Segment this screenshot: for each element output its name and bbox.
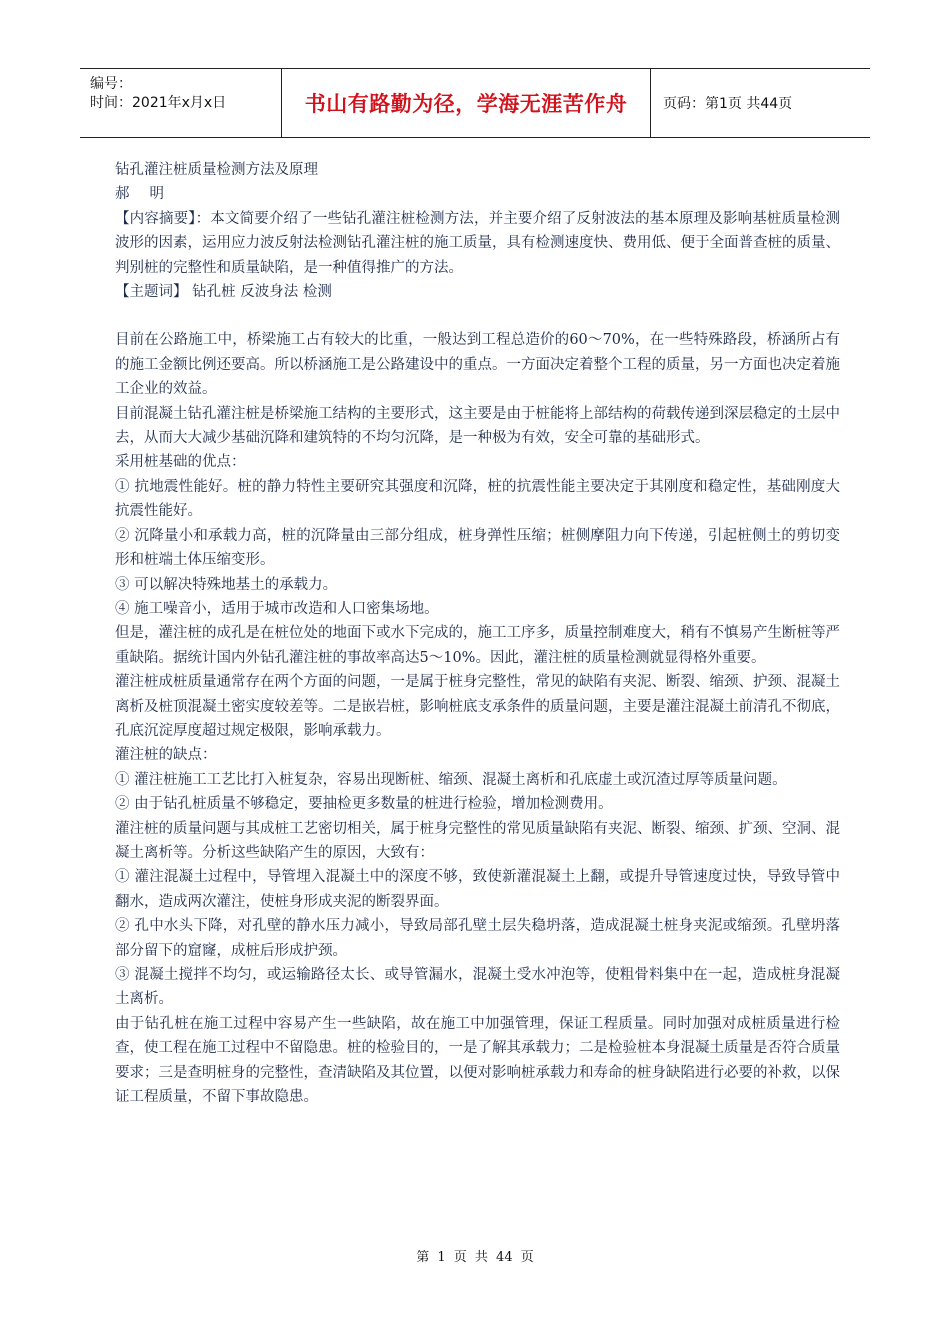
page-footer: 第 1 页 共 44 页 xyxy=(416,1250,534,1265)
paragraph: ① 抗地震性能好。桩的静力特性主要研究其强度和沉降，桩的抗震性能主要决定于其刚度和稳定性，基础刚度大抗震性能好。 xyxy=(115,478,840,520)
paragraph: 灌注桩成桩质量通常存在两个方面的问题，一是属于桩身完整性，常见的缺陷有夹泥、断裂、缩颈、护颈、混凝土离析及桩顶混凝土密实度较差等。二是嵌岩桩，影响桩底支承条件的质量问题，主要是灌注混凝土前清孔不彻底，孔底沉淀厚度超过规定极限，影响承载力。 xyxy=(115,674,840,739)
paragraph: 但是，灌注桩的成孔是在桩位处的地面下或水下完成的，施工工序多，质量控制难度大，稍有不慎易产生断桩等严重缺陷。据统计国内外钻孔灌注桩的事故率高达5～10%。因此，灌注桩的质量检测就显得格外重要。 xyxy=(115,625,840,666)
paragraph: ① 灌注混凝土过程中，导管埋入混凝土中的深度不够，致使新灌混凝土上翻，或提升导管速度过快，导致导管中翻水，造成两次灌注，使桩身形成夹泥的断裂界面。 xyxy=(115,869,840,910)
header-motto: 书山有路勤为径，学海无涯苦作舟 xyxy=(281,69,651,137)
paragraph: 由于钻孔桩在施工过程中容易产生一些缺陷，故在施工中加强管理，保证工程质量。同时加强对成桩质量进行检查，使工程在施工过程中不留隐患。桩的检验目的，一是了解其承载力；二是检验桩本身混凝土质量是否符合质量要求；三是查明桩身的完整性，查清缺陷及其位置，以便对影响桩承载力和寿命的桩身缺陷进行必要的补救，以保证工程质量，不留下事故隐患。 xyxy=(115,1015,840,1106)
document-header xyxy=(80,68,870,138)
article-title: 钻孔灌注桩质量检测方法及原理 xyxy=(115,162,318,178)
article-abstract: 【内容摘要】：本文简要介绍了一些钻孔灌注桩检测方法，并主要介绍了反射波法的基本原理及影响基桩质量检测波形的因素，运用应力波反射法检测钻孔灌注桩的施工质量，具有检测速度快、费用低、便于全面普查桩的质量、判别桩的完整性和质量缺陷，是一种值得推广的方法。 xyxy=(115,210,840,276)
paragraph: ① 灌注桩施工工艺比打入桩复杂，容易出现断桩、缩颈、混凝土离析和孔底虚土或沉渣过厚等质量问题。 xyxy=(115,771,787,788)
paragraph: ② 由于钻孔桩质量不够稳定，要抽检更多数量的桩进行检验，增加检测费用。 xyxy=(115,796,613,813)
paragraph: 目前混凝土钻孔灌注桩是桥梁施工结构的主要形式，这主要是由于桩能将上部结构的荷载传递到深层稳定的土层中去，从而大大减少基础沉降和建筑特的不均匀沉降，是一种极为有效，安全可靠的基础形式。 xyxy=(115,405,840,447)
article-body xyxy=(115,158,840,1109)
paragraph: ④ 施工噪音小，适用于城市改造和人口密集场地。 xyxy=(115,600,439,617)
paragraph: 采用桩基础的优点： xyxy=(115,454,246,471)
article-author: 郝明 xyxy=(115,186,184,203)
header-page-info: 页码：第1页 共44页 xyxy=(663,96,793,112)
article-keywords: 【主题词】 钻孔桩 反波身法 检测 xyxy=(115,284,332,301)
document-number-label: 编号： xyxy=(90,76,132,92)
paragraph: 灌注桩的质量问题与其成桩工艺密切相关，属于桩身完整性的常见质量缺陷有夹泥、断裂、缩颈、扩颈、空洞、混凝土离析等。分析这些缺陷产生的原因，大致有： xyxy=(115,820,840,861)
paragraph: 目前在公路施工中，桥梁施工占有较大的比重，一般达到工程总造价的60～70%，在一些特殊路段，桥涵所占有的施工金额比例还要高。所以桥涵施工是公路建设中的重点。一方面决定着整个工程的质量，另一方面也决定着施工企业的效益。 xyxy=(115,332,840,398)
paragraph: 灌注桩的缺点： xyxy=(115,747,217,764)
document-date: 时间：2021年x月x日 xyxy=(90,95,227,111)
paragraph: ③ 混凝土搅拌不均匀，或运输路径太长、或导管漏水，混凝土受水冲泡等，使粗骨料集中在一起，造成桩身混凝土离析。 xyxy=(115,967,840,1008)
paragraph: ③ 可以解决特殊地基土的承载力。 xyxy=(115,576,338,593)
paragraph: ② 孔中水头下降，对孔壁的静水压力减小，导致局部孔壁土层失稳坍落，造成混凝土桩身夹泥或缩颈。孔壁坍落部分留下的窟窿，成桩后形成护颈。 xyxy=(115,918,840,959)
paragraph: ② 沉降量小和承载力高，桩的沉降量由三部分组成，桩身弹性压缩；桩侧摩阻力向下传递，引起桩侧土的剪切变形和桩端土体压缩变形。 xyxy=(115,527,840,569)
header-meta xyxy=(80,69,281,137)
paragraph-gap xyxy=(115,304,840,328)
